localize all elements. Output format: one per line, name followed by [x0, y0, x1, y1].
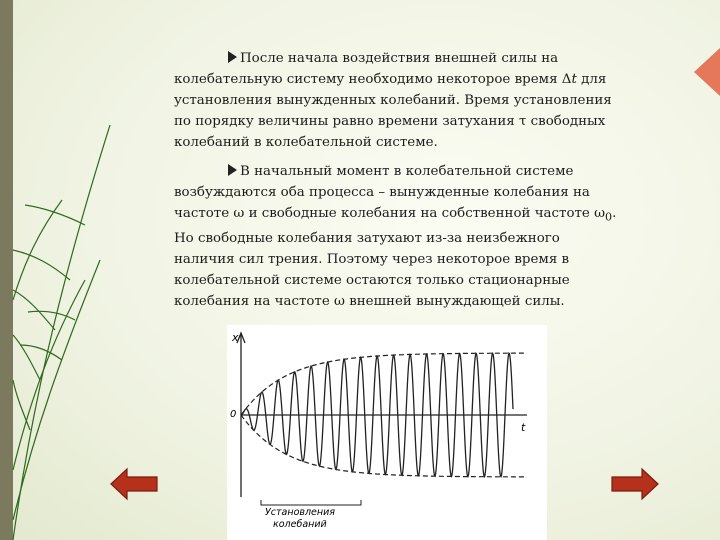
next-slide-button[interactable] [610, 466, 660, 502]
slide-text [174, 48, 674, 320]
frequency-subscript: 0 [605, 210, 613, 224]
paragraph-1-line-4: по порядку величины равно времени затухания τ свободных [174, 114, 606, 129]
paragraph-2-line-7: колебания на частоте ω внешней вынуждающей силы. [174, 293, 565, 309]
paragraph-2-line-1-text: В начальный момент в колебательной системе [240, 164, 574, 179]
settling-bracket [261, 500, 361, 505]
paragraph-2-line-2: возбуждаются оба процесса – вынужденные колебания на [174, 185, 590, 200]
paragraph-1-line-2 [174, 69, 674, 90]
paragraph-1-line-1 [174, 48, 674, 69]
paragraph-1-line-2-end: для [576, 72, 607, 87]
oscillation-plot [227, 325, 547, 540]
paragraph-2-line-3-end: . [612, 206, 617, 221]
paragraph-2-line-5: наличия сил трения. Поэтому через некоторое время в [174, 251, 570, 267]
paragraph-2-line-1 [174, 161, 674, 182]
paragraph-1 [174, 48, 674, 153]
paragraph-1-line-5: колебаний в колебательной системе. [174, 135, 438, 150]
origin-label: 0 [230, 409, 237, 420]
paragraph-1-line-3: установления вынужденных колебаний. Время установления [174, 93, 612, 108]
paragraph-2-line-3-text: частоте ω и свободные колебания на собственной частоте ω [174, 206, 606, 221]
x-axis-label: t [521, 421, 526, 434]
paragraph-2-line-3 [174, 203, 674, 228]
arrow-right-icon [612, 469, 658, 499]
bullet-icon [228, 51, 237, 63]
y-axis-label: x [232, 331, 239, 344]
caption-line-1: Установления [265, 507, 336, 518]
paragraph-1-line-2-text: колебательную систему необходимо некоторое время Δ [174, 72, 572, 87]
frond-decoration [0, 0, 120, 540]
caption-line-2: колебаний [273, 519, 327, 530]
corner-accent-tab [694, 48, 720, 96]
paragraph-2 [174, 161, 674, 312]
paragraph-1-line-1-text: После начала воздействия внешней силы на [240, 51, 559, 66]
envelope-upper [241, 353, 527, 415]
time-variable: t [571, 72, 577, 87]
oscillation-figure [227, 325, 547, 540]
paragraph-2-line-6: колебательной системе остаются только стационарные [174, 272, 570, 288]
arrow-left-icon [111, 469, 157, 499]
paragraph-2-line-4: Но свободные колебания затухают из-за неизбежного [174, 230, 560, 246]
previous-slide-button[interactable] [109, 466, 159, 502]
bullet-icon [228, 164, 237, 176]
